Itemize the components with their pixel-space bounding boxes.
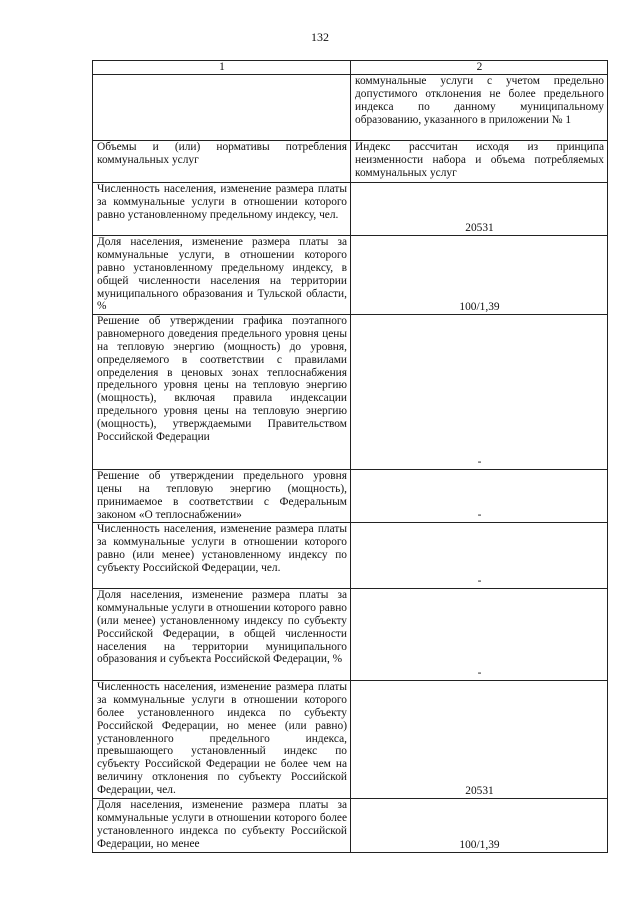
row-label: Численность населения, изменение размера платы за коммунальные услуги в отношении которого более установленного индекса по субъекту Российской Федерации, но менее (или равно) установленного предельного индекса, превышающего установленный индекс по субъекту Российской Федерации не более чем на величину отклонения по субъекту Российской Федерации, чел.: [93, 680, 351, 798]
row-label: Объемы и (или) нормативы потребления коммунальных услуг: [93, 140, 351, 182]
table-row: [93, 522, 608, 588]
row-value: -: [351, 588, 608, 680]
row-value: -: [351, 469, 608, 522]
row-label: Численность населения, изменение размера платы за коммунальные услуги в отношении которого равно (или менее) установленному индексу по субъекту Российской Федерации, чел.: [93, 522, 351, 588]
table-row: [93, 314, 608, 469]
row-label: Численность населения, изменение размера платы за коммунальные услуги в отношении которого равно установленному предельному индексу, чел.: [93, 182, 351, 235]
row-value: -: [351, 314, 608, 469]
page-number: 132: [311, 30, 329, 44]
row-label: [93, 74, 351, 140]
row-label: Решение об утверждении предельного уровня цены на тепловую энергию (мощность), принимаемое в соответствии с Федеральным законом «О теплоснабжении»: [93, 469, 351, 522]
column-header-2: 2: [351, 61, 608, 75]
table-row: [93, 798, 608, 852]
indicators-table: [92, 60, 608, 853]
table-row: [93, 235, 608, 314]
table-row: [93, 140, 608, 182]
row-label: Доля населения, изменение размера платы за коммунальные услуги в отношении которого равно (или менее) установленному индексу по субъекту Российской Федерации, в общей численности населения на территории муниципального образования и субъекта Российской Федерации, %: [93, 588, 351, 680]
row-value: коммунальные услуги с учетом предельно допустимого отклонения не более предельного индекса по данному муниципальному образованию, указанного в приложении № 1: [351, 74, 608, 140]
table-row: [93, 469, 608, 522]
table-row: [93, 680, 608, 798]
row-label: Доля населения, изменение размера платы за коммунальные услуги в отношении которого более установленного индекса по субъекту Российской Федерации, но менее: [93, 798, 351, 852]
row-value: 20531: [351, 680, 608, 798]
row-value: 100/1,39: [351, 235, 608, 314]
row-value: -: [351, 522, 608, 588]
row-value: Индекс рассчитан исходя из принципа неизменности набора и объема потребляемых коммунальных услуг: [351, 140, 608, 182]
table-header-row: [93, 61, 608, 75]
table-row: [93, 588, 608, 680]
column-header-1: 1: [93, 61, 351, 75]
row-label: Доля населения, изменение размера платы за коммунальные услуги, в отношении которого равно установленному предельному индексу, в общей численности населения на территории муниципального образования и Тульской области, %: [93, 235, 351, 314]
table-row: [93, 182, 608, 235]
row-label: Решение об утверждении графика поэтапного равномерного доведения предельного уровня цены на тепловую энергию (мощность) до уровня, определяемого в соответствии с правилами определения в ценовых зонах теплоснабжения предельного уровня цены на тепловую энергию (мощность), включая правила индексации предельного уровня цены на тепловую энергию (мощность), утверждаемыми Правительством Российской Федерации: [93, 314, 351, 469]
row-value: 20531: [351, 182, 608, 235]
row-value: 100/1,39: [351, 798, 608, 852]
table-row: [93, 74, 608, 140]
